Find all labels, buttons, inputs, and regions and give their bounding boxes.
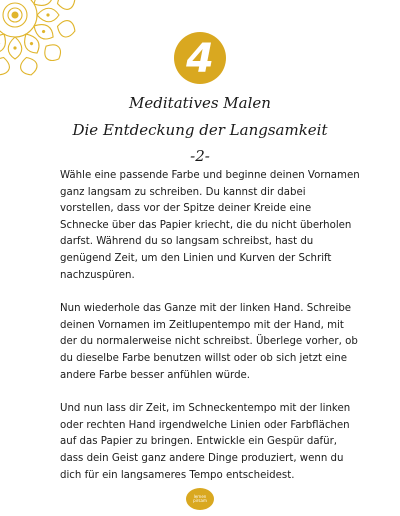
- paragraph: Und nun lass dir Zeit, im Schneckentempo mit der linken oder rechten Hand irgendwelche Linien oder Farbflächen auf das Papier zu bringen. Entwickle ein Gespür dafür, dass dein Geist ganz andere Dinge produziert, wenn du dich für ein langsameres Tempo entscheidest.: [60, 403, 351, 481]
- chapter-number: 4: [186, 36, 214, 82]
- instruction-text: [60, 168, 360, 501]
- page-marker: -2-: [190, 147, 210, 165]
- logo-text-line2: pirsam: [193, 498, 207, 503]
- paragraph: Nun wiederhole das Ganze mit der linken Hand. Schreibe deinen Vornamen im Zeitlupentempo mit der Hand, mit der du normalerweise nicht schreibst. Überlege vorher, ob du dieselbe Farbe benutzen willst oder ob sich jetzt eine andere Farbe besser anfühlen würde.: [60, 303, 358, 381]
- page-subtitle: Die Entdeckung der Langsamkeit: [72, 121, 328, 139]
- logo-text-line1: lernen: [193, 493, 207, 499]
- mandala-icon: [0, 0, 80, 80]
- page-title: Meditatives Malen: [129, 94, 271, 112]
- brand-logo-icon: [186, 488, 214, 510]
- chapter-number-badge: [174, 32, 226, 84]
- paragraph: Wähle eine passende Farbe und beginne deinen Vornamen ganz langsam zu schreiben. Du kannst dir dabei vorstellen, dass vor der Spitze deiner Kreide eine Schnecke über das Papier kriecht, die du nicht überholen darfst. Während du so langsam schreibst, hast du genügend Zeit, um den Linien und Kurven der Schrift nachzuspüren.: [60, 170, 360, 281]
